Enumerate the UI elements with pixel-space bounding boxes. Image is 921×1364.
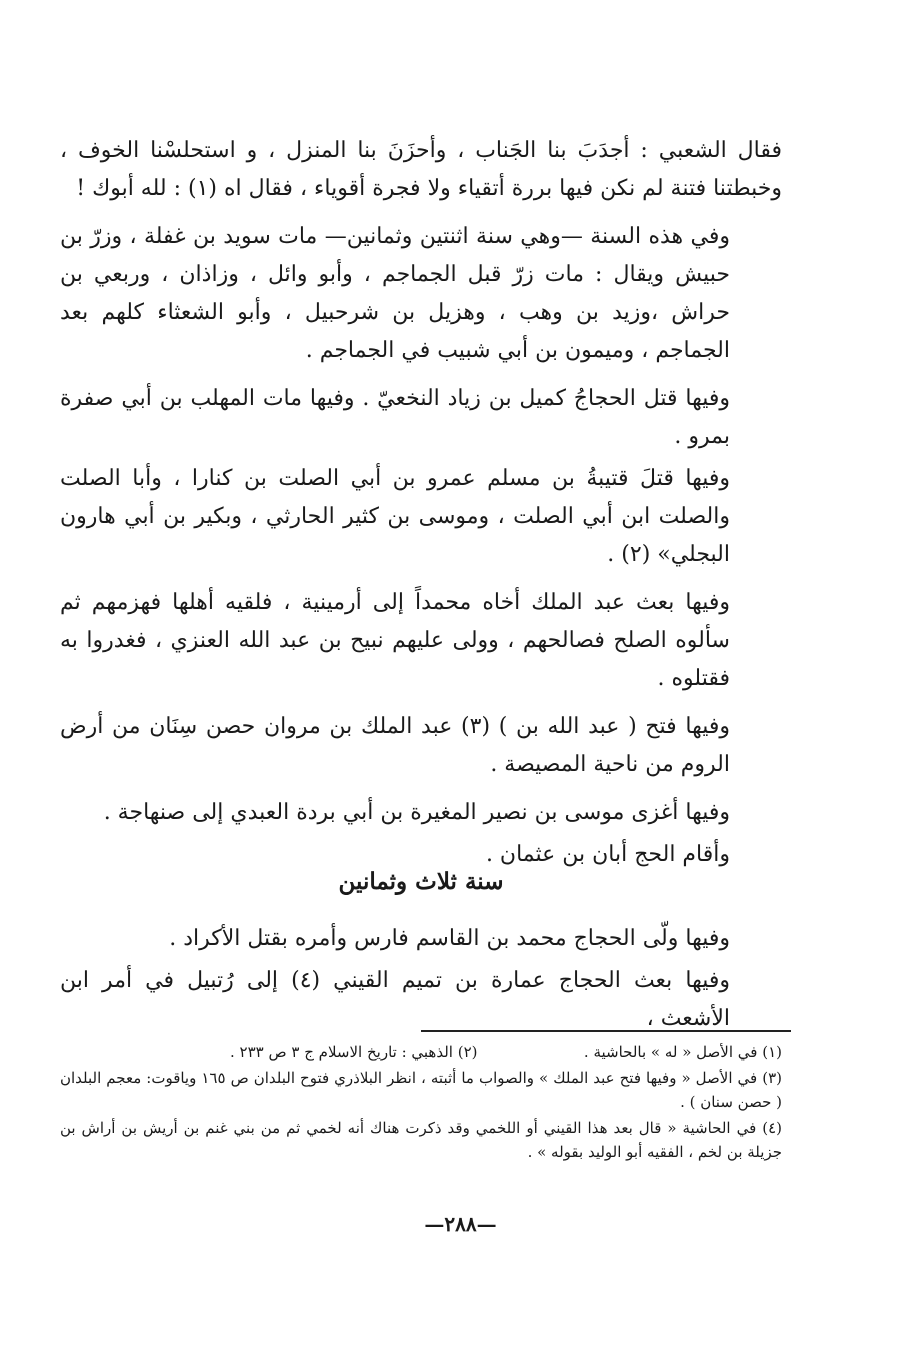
paragraph-kumayl: وفيها قتل الحجاجُ كميل بن زياد النخعيّ . وفيها مات المهلب بن أبي صفرة بمرو . [60, 386, 730, 449]
footnotes [60, 1040, 782, 1166]
page-number: —٢٨٨— [424, 1212, 497, 1236]
footnote-2: (٢) الذهبي : تاريخ الاسلام ج ٣ ص ٢٣٣ . [230, 1043, 478, 1061]
footnote-row-1-2 [60, 1040, 782, 1064]
section-heading-year-83: سنة ثلاث وثمانين [338, 868, 504, 895]
paragraph-shabi: فقال الشعبي : أجدَبَ بنا الجَناب ، وأحزَنَ بنا المنزل ، و استحلسْنا الخوف ، وخبطتنا فتنة لم نكن فيها بررة أتقياء ولا فجرة أقوياء ، فقال اه (١) : لله أبوك ! [60, 138, 782, 201]
paragraph-umara: وفيها بعث الحجاج عمارة بن تميم القيني (٤) إلى رُتبيل في أمر ابن الأشعث ، [60, 968, 730, 1031]
paragraph-armenia: وفيها بعث عبد الملك أخاه محمداً إلى أرمينية ، فلقيه أهلها فهزمهم ثم سألوه الصلح فصالحهم ، وولى عليهم نبيح بن عبد الله العنزي ، فغدروا به فقتلوه . [60, 590, 730, 691]
footnote-1: (١) في الأصل « له » بالحاشية . [583, 1043, 782, 1061]
main-text [60, 132, 782, 884]
paragraph-qutayba: وفيها قتلَ قتيبةُ بن مسلم عمرو بن أبي الصلت بن كنارا ، وأبا الصلت والصلت ابن أبي الصلت ، وموسى بن كثير الحارثي ، وبكير بن أبي هارون البجلي» (٢) . [60, 466, 730, 567]
paragraph-hajj: وأقام الحج أبان بن عثمان . [485, 842, 730, 867]
paragraph-sinan-fort: وفيها فتح ( عبد الله بن ) (٣) عبد الملك بن مروان حصن سِنَان من أرض الروم من ناحية المصيصة . [60, 714, 731, 777]
paragraph-muhammad-qasim: وفيها ولّى الحجاج محمد بن القاسم فارس وأمره بقتل الأكراد . [169, 926, 730, 951]
footnote-4: (٤) في الحاشية « قال بعد هذا القيني أو اللخمي وقد ذكرت هناك أنه لخمي ثم من بني غنم بن أريش بن أراش بن جزيلة بن لخم ، الفقيه أبو الوليد بقوله » . [60, 1119, 782, 1161]
paragraph-deaths-82: وفي هذه السنة —وهي سنة اثنتين وثمانين— مات سويد بن غفلة ، وزرّ بن حبيش ويقال : مات زرّ قبل الجماجم ، وأبو وائل ، وزاذان ، وربعي بن حراش ،وزيد بن وهب ، وهزيل بن شرحبيل ، وأبو الشعثاء كلهم بعد الجماجم ، وميمون بن أبي شبيب في الجماجم . [60, 224, 730, 363]
footnote-3: (٣) في الأصل « وفيها فتح عبد الملك » والصواب ما أثبته ، انظر البلاذري فتوح البلدان ص ١٦٥ وياقوت: معجم البلدان ( حصن سنان ) . [60, 1069, 782, 1111]
section-text-year-83 [60, 920, 782, 1048]
footnote-divider [421, 1030, 791, 1032]
paragraph-musa-nusayr: وفيها أغزى موسى بن نصير المغيرة بن أبي بردة العبدي إلى صنهاجة . [103, 800, 730, 825]
